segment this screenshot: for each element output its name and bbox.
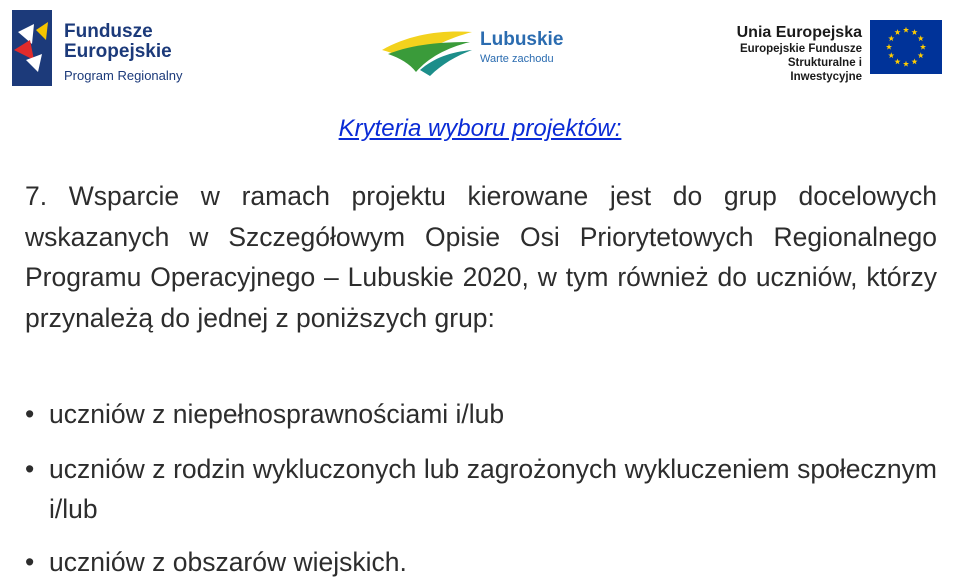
list-item-text: uczniów z niepełnosprawnościami i/lub bbox=[49, 399, 504, 429]
page-title: Kryteria wyboru projektów: bbox=[0, 115, 960, 143]
lubuskie-logo-text bbox=[480, 30, 563, 66]
unia-europejska-logo bbox=[720, 18, 945, 82]
fundusze-europejskie-logo bbox=[12, 8, 212, 90]
list-item-text: uczniów z rodzin wykluczonych lub zagrożonych wykluczeniem społecznym i/lub bbox=[49, 454, 937, 525]
lubuskie-swoosh-icon bbox=[380, 20, 476, 76]
fe-logo-line3: Program Regionalny bbox=[64, 66, 183, 86]
list-item bbox=[25, 449, 937, 530]
target-group-list bbox=[25, 394, 937, 582]
bullet-icon: • bbox=[25, 394, 34, 435]
lubuskie-logo-tagline: Warte zachodu bbox=[480, 52, 563, 66]
fe-logo-text bbox=[64, 22, 183, 86]
criterion-paragraph: 7. Wsparcie w ramach projektu kierowane jest do grup docelowych wskazanych w Szczegółowym Opisie Osi Priorytetowych Regionalnego Programu Operacyjnego – Lubuskie 2020, w tym również do uczniów, którzy przynależą do jednej z poniższych grup: bbox=[25, 176, 937, 338]
list-item-text: uczniów z obszarów wiejskich. bbox=[49, 547, 407, 577]
lubuskie-logo-name: Lubuskie bbox=[480, 30, 563, 50]
list-item bbox=[25, 542, 937, 582]
ue-logo-text bbox=[720, 24, 862, 84]
bullet-icon: • bbox=[25, 542, 34, 582]
bullet-icon: • bbox=[25, 449, 34, 490]
fe-logo-line1: Fundusze bbox=[64, 22, 183, 42]
lubuskie-logo bbox=[380, 20, 580, 82]
fundusze-europejskie-emblem-icon bbox=[12, 10, 52, 86]
eu-flag-icon bbox=[870, 20, 942, 74]
fe-logo-line2: Europejskie bbox=[64, 42, 183, 62]
ue-logo-line3: Strukturalne i Inwestycyjne bbox=[720, 56, 862, 84]
ue-logo-line2: Europejskie Fundusze bbox=[720, 42, 862, 56]
list-item bbox=[25, 394, 937, 435]
header-logos bbox=[0, 0, 960, 100]
ue-logo-line1: Unia Europejska bbox=[720, 24, 862, 42]
